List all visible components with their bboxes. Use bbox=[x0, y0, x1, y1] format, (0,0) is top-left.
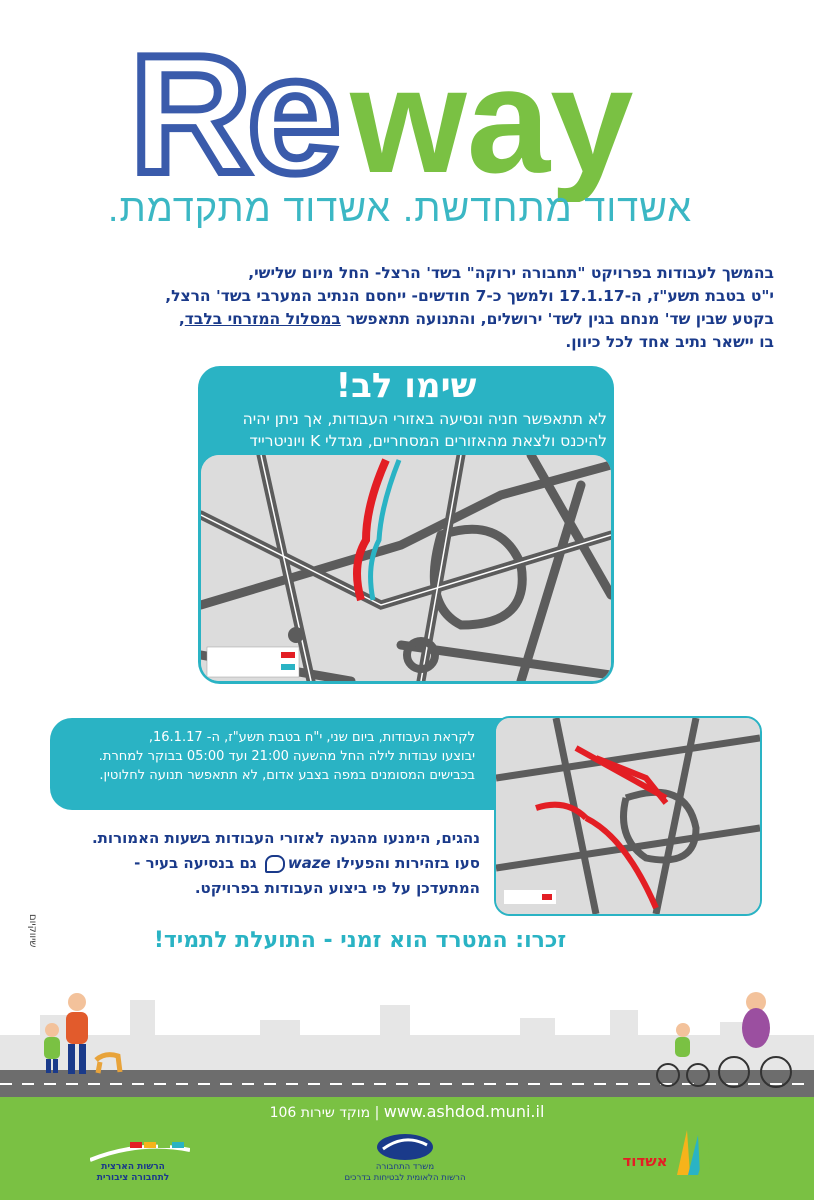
reway-logo bbox=[130, 22, 690, 202]
attention-line: לא תתאפשר חניה ונסיעה באזורי העבודות, אך ניתן יהיה bbox=[242, 410, 607, 428]
ministry-logo bbox=[330, 1162, 480, 1184]
ministry-logo-icon bbox=[375, 1133, 435, 1161]
night-line: בכבישים המסומנים במפה בצבע אדום, לא תתאפשר תנועה לחלוטין. bbox=[99, 768, 475, 783]
drivers-text: גם בנסיעה בעיר - bbox=[134, 854, 262, 872]
night-works-text bbox=[60, 728, 475, 785]
map-night-works bbox=[494, 716, 762, 916]
intro-line: בו יישאר נתיב אחד לכל כיוון. bbox=[565, 333, 774, 351]
intro-underlined: במסלול המזרחי בלבד bbox=[184, 310, 341, 328]
transport-authority-logo bbox=[78, 1162, 188, 1184]
tagline: אשדוד מתחדשת. אשדוד מתקדמת. bbox=[107, 188, 693, 230]
ashdod-logo: אשדוד bbox=[622, 1152, 668, 1170]
remember-slogan: זכרו: המטרד הוא זמני - התועלת לתמיד! bbox=[153, 928, 567, 953]
footer-contact bbox=[0, 1102, 814, 1121]
night-line: יבוצעו עבודות לילה החל מהשעה 21:00 ועד 05:00 בבוקר למחרת. bbox=[98, 749, 475, 764]
attention-line: להיכנס ולצאת מהאזורים המסחריים, מגדלי K ויוניטרייד bbox=[249, 432, 607, 450]
logo-label: לתחבורה ציבורית bbox=[96, 1173, 170, 1183]
intro-line: י"ט בטבת תשע"ז, ה-17.1.17 ולמשך כ-7 חודשים- ייחסם הנתיב המערבי בשד' הרצל, bbox=[165, 287, 774, 305]
footer-url-link[interactable]: www.ashdod.muni.il bbox=[383, 1102, 545, 1121]
drivers-notice bbox=[40, 826, 480, 901]
footer-separator: | bbox=[370, 1105, 384, 1121]
drivers-line: המתעדכן על פי ביצוע העבודות בפרויקט. bbox=[194, 879, 480, 897]
intro-line: בהמשך לעבודות בפרויקט "תחבורה ירוקה" בשד' הרצל- החל מיום שלישי, bbox=[248, 264, 774, 282]
drivers-line: נהגים, הימנעו מהגעה לאזורי העבודות בשעות האמורות. bbox=[91, 829, 480, 847]
designer-credit: שיווקיום bbox=[27, 914, 38, 948]
drivers-text: סעו בזהירות והפעילו bbox=[330, 854, 480, 872]
intro-text: , bbox=[178, 310, 185, 328]
waze-icon bbox=[265, 855, 285, 873]
street-illustration bbox=[0, 980, 814, 1100]
logo-label: הרשות הארצית bbox=[101, 1162, 165, 1172]
logo-way: way bbox=[350, 36, 634, 202]
transport-authority-logo-icon bbox=[90, 1140, 190, 1162]
night-line: לקראת העבודות, ביום שני, י"ח בטבת תשע"ז, ה- 16.1.17, bbox=[148, 730, 475, 745]
attention-text bbox=[205, 408, 607, 452]
waze-logo: waze bbox=[287, 854, 331, 872]
logo-label: הרשות הלאומית לבטיחות בדרכים bbox=[344, 1173, 466, 1183]
footer-hotline: מוקד שירות 106 bbox=[269, 1105, 371, 1121]
logo-re: Re bbox=[130, 22, 337, 202]
attention-title: שימו לב! bbox=[335, 366, 477, 406]
map-closure bbox=[201, 455, 611, 681]
drivers-line bbox=[40, 851, 480, 876]
logo-label: משרד התחבורה bbox=[375, 1162, 435, 1172]
intro-paragraph bbox=[40, 262, 774, 354]
intro-line bbox=[40, 308, 774, 331]
intro-text: בקטע שבין שד' מנחם בגין לשד' ירושלים, והתנועה תתאפשר bbox=[340, 310, 774, 328]
